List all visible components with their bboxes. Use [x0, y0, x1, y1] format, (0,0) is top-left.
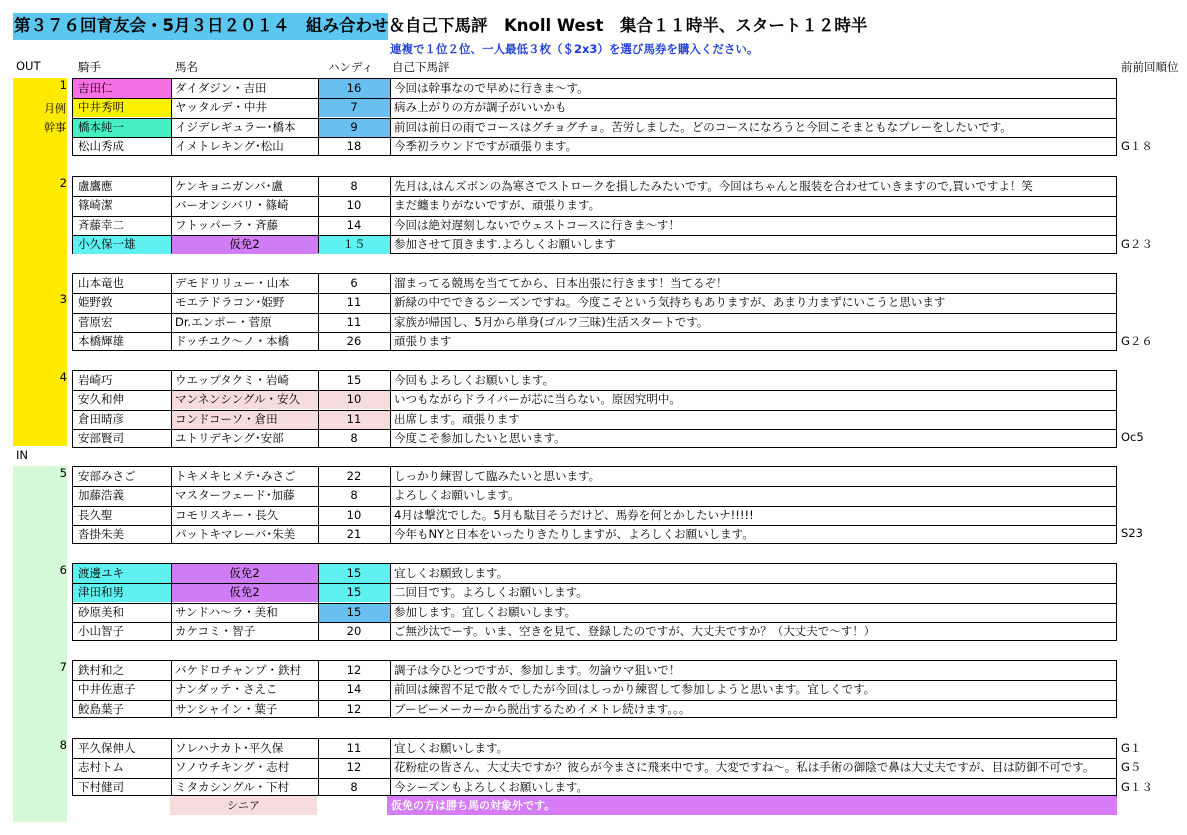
column-divider — [390, 177, 391, 253]
row-divider — [73, 196, 1116, 197]
column-divider — [318, 564, 319, 640]
comment-cell: 先月は,はんズボンの為寒さでストロークを損したみたいです。今回はちゃんと服装を合わせていきますので,買いですよ！笑 — [394, 179, 1033, 193]
row-divider — [73, 293, 1116, 294]
table-row — [73, 274, 1116, 293]
group-number: 8 — [59, 738, 67, 752]
comment-cell: いつもながらドライバーが芯に当らない。原因究明中。 — [394, 392, 681, 406]
horse-cell: ダイダジン・吉田 — [175, 81, 267, 95]
senior-label: シニア — [170, 796, 317, 815]
horse-cell: コンドコーソ・倉田 — [171, 410, 318, 429]
handicap-cell: 6 — [350, 276, 358, 290]
group-number: 5 — [59, 466, 67, 480]
comment-cell: 新緑の中でできるシーズンですね。今度こそという気持ちもありますが、あまり力まずにいこうと思います — [394, 295, 946, 309]
prev-rank: G１３ — [1121, 780, 1153, 794]
comment-cell: まだ纏まりがないですが、頑張ります。 — [394, 198, 601, 212]
jockey-cell: 倉田晴彦 — [78, 412, 124, 426]
horse-cell: Dr.エンポー・菅原 — [175, 315, 272, 329]
column-divider — [390, 739, 391, 795]
handicap-cell: 16 — [318, 79, 390, 98]
handicap-cell: 18 — [346, 139, 362, 153]
prev-rank: G２６ — [1121, 334, 1153, 348]
jockey-cell: 岩崎巧 — [78, 373, 113, 387]
column-divider — [318, 661, 319, 717]
table-row — [73, 486, 1116, 505]
col-jockey-header: 騎手 — [78, 60, 101, 74]
col-horse-header: 馬名 — [175, 60, 198, 74]
row-divider — [73, 506, 1116, 507]
comment-cell: 今シーズンもよろしくお願いします。 — [394, 780, 589, 794]
horse-cell: モエテドラコン･姫野 — [175, 295, 285, 309]
table-row — [73, 79, 1116, 98]
horse-cell: サンドハ～ラ・美和 — [175, 605, 278, 619]
handicap-cell: 15 — [318, 583, 390, 602]
group-block — [72, 563, 1117, 641]
handicap-cell: 9 — [318, 118, 390, 137]
horse-cell: ケンキョニガンバ･盧 — [175, 179, 283, 193]
handicap-cell: 12 — [346, 760, 362, 774]
handicap-cell: １５ — [318, 235, 390, 254]
table-row — [73, 467, 1116, 486]
comment-cell: 調子は今ひとつですが、参加します。勿論ウマ狙いで！ — [394, 663, 681, 677]
handicap-cell: 21 — [346, 527, 362, 541]
jockey-cell: 盧鷹應 — [78, 179, 113, 193]
page-title: 第３７６回育友会・5月３日２０１４ 組み合わせ＆自己下馬評 Knoll West 集合１１時半、スタート１２時半 — [14, 16, 868, 35]
comment-cell: 溜まってる競馬を当ててから、日本出張に行きます！当てるぞ！ — [394, 276, 728, 290]
prev-rank: S23 — [1121, 526, 1143, 540]
jockey-cell: 沓掛朱美 — [78, 527, 124, 541]
column-divider — [390, 467, 391, 543]
group-block — [72, 176, 1117, 254]
row-divider — [73, 410, 1116, 411]
table-row — [73, 390, 1116, 409]
handicap-cell: 26 — [346, 334, 362, 348]
horse-cell: サンシャイン・葉子 — [175, 702, 278, 716]
horse-cell: カケコミ・智子 — [175, 624, 256, 638]
handicap-cell: 8 — [350, 488, 358, 502]
column-divider — [390, 274, 391, 350]
comment-cell: 花粉症の皆さん、大丈夫ですか？彼らが今まさに飛来中です。大変ですね～。私は手術の御陰で鼻は大丈夫ですが、目は防御不可です。 — [394, 760, 1095, 774]
table-row — [73, 525, 1116, 544]
column-divider — [318, 371, 319, 447]
comment-cell: ご無沙汰でーす。いま、空きを見て、登録したのですが、大丈夫ですか？（大丈夫で～す！） — [394, 624, 876, 638]
table-row — [73, 332, 1116, 351]
table-row — [73, 680, 1116, 699]
handicap-cell: 7 — [318, 98, 390, 117]
jockey-cell: 篠崎潔 — [78, 198, 113, 212]
table-row — [73, 313, 1116, 332]
column-divider — [390, 564, 391, 640]
comment-cell: しっかり練習して臨みたいと思います。 — [394, 469, 601, 483]
comment-cell: 頑張ります — [394, 334, 452, 348]
group-block — [72, 738, 1117, 796]
jockey-cell: 安部みさご — [78, 469, 136, 483]
prev-rank: G２３ — [1121, 237, 1153, 251]
col-comment-header: 自己下馬評 — [392, 60, 450, 74]
comment-cell: 宜しくお願致します。 — [394, 566, 509, 580]
group-number: 1 — [59, 78, 67, 92]
row-divider — [73, 235, 1116, 236]
row-divider — [73, 429, 1116, 430]
handicap-cell: 14 — [346, 682, 362, 696]
jockey-cell: 志村トム — [78, 760, 124, 774]
horse-cell: ユトリデキング･安部 — [175, 431, 284, 445]
group-block — [72, 466, 1117, 544]
comment-cell: 今回は幹事なので早めに行きま～す。 — [394, 81, 589, 95]
jockey-cell: 松山秀成 — [78, 139, 124, 153]
comment-cell: よろしくお願いします。 — [394, 488, 520, 502]
table-row — [73, 235, 1116, 254]
horse-cell: ナンダッテ・さえこ — [175, 682, 278, 696]
handicap-cell: 11 — [346, 741, 362, 755]
column-divider — [390, 661, 391, 717]
horse-cell: フトッパーラ・斉藤 — [175, 218, 279, 232]
comment-cell: 参加します。宜しくお願いします。 — [394, 605, 577, 619]
horse-cell: コモリスキー・長久 — [175, 508, 279, 522]
table-row — [73, 661, 1116, 680]
page-subtitle: 連複で１位２位、一人最低３枚（＄2x3）を選び馬券を購入ください。 — [390, 42, 759, 56]
column-divider — [171, 467, 172, 543]
comment-cell: 出席します。頑張ります — [394, 412, 520, 426]
group-number: 4 — [59, 370, 67, 384]
jockey-cell: 吉田仁 — [73, 79, 171, 98]
jockey-cell: 中井佐恵子 — [78, 682, 136, 696]
table-row — [73, 118, 1116, 137]
row-divider — [73, 216, 1116, 217]
table-row — [73, 137, 1116, 156]
horse-cell: ソレハナカト･平久保 — [175, 741, 284, 755]
horse-cell: 仮免2 — [171, 583, 318, 602]
jockey-cell: 鉄村和之 — [78, 663, 124, 677]
handicap-cell: 8 — [350, 179, 358, 193]
row-divider — [73, 390, 1116, 391]
jockey-cell: 姫野敦 — [78, 295, 113, 309]
column-divider — [318, 739, 319, 795]
in-section-bar — [13, 466, 67, 822]
table-row — [73, 622, 1116, 641]
jockey-cell: 平久保伸人 — [78, 741, 136, 755]
row-divider — [73, 758, 1116, 759]
jockey-cell: 砂原美和 — [78, 605, 124, 619]
col-prev-header: 前前回順位 — [1121, 60, 1179, 74]
jockey-cell: 斉藤幸二 — [78, 218, 124, 232]
comment-cell: 参加させて頂きます.よろしくお願いします — [394, 237, 617, 251]
group-number: 2 — [59, 176, 67, 190]
handicap-cell: 15 — [318, 564, 390, 583]
table-row — [73, 216, 1116, 235]
handicap-cell: 20 — [346, 624, 362, 638]
comment-cell: 宜しくお願いします。 — [394, 741, 509, 755]
handicap-cell: 10 — [346, 508, 362, 522]
handicap-cell: 11 — [346, 295, 362, 309]
horse-cell: ソノウチキング・志村 — [175, 760, 290, 774]
comment-cell: 家族が帰国し、5月から単身(ゴルフ三昧)生活スタートです。 — [394, 315, 709, 329]
comment-cell: ブービーメーカーから脱出するためイメトレ続けます。。。 — [394, 702, 691, 716]
jockey-cell: 長久聖 — [78, 508, 113, 522]
column-divider — [318, 79, 319, 155]
horse-cell: 仮免2 — [171, 564, 318, 583]
horse-cell: ドッチユク〜ノ・本橋 — [175, 334, 290, 348]
comment-cell: 二回目です。よろしくお願いします。 — [394, 585, 588, 599]
in-section-label: IN — [16, 448, 28, 462]
row-divider — [73, 603, 1116, 604]
column-divider — [318, 467, 319, 543]
column-divider — [171, 739, 172, 795]
jockey-cell: 安久和伸 — [78, 392, 124, 406]
comment-cell: 病み上がりの方が調子がいいかも — [394, 100, 567, 114]
table-row — [73, 778, 1116, 797]
jockey-cell: 菅原宏 — [78, 315, 113, 329]
row-divider — [73, 118, 1116, 119]
horse-cell: 仮免2 — [171, 235, 318, 254]
column-divider — [318, 177, 319, 253]
group-block — [72, 78, 1117, 156]
horse-cell: イジデレギュラー･橋本 — [175, 120, 296, 134]
handicap-cell: 8 — [350, 780, 358, 794]
horse-cell: バーオンシバリ・篠崎 — [175, 198, 289, 212]
row-divider — [73, 313, 1116, 314]
handicap-cell: 15 — [346, 373, 362, 387]
horse-cell: パットキマレーバ･朱美 — [175, 527, 296, 541]
horse-cell: トキメキヒメテ･みさご — [175, 469, 296, 483]
table-row — [73, 583, 1116, 602]
horse-cell: バケドロチャンプ・鉄村 — [175, 663, 302, 677]
horse-cell: マスターフェード･加藤 — [175, 488, 295, 502]
prev-rank: G５ — [1121, 760, 1142, 774]
side-label-getsurei: 月例 — [44, 102, 66, 115]
side-label-kanji: 幹事 — [44, 121, 66, 134]
horse-cell: デモドリリュー・山本 — [175, 276, 290, 290]
footer-note: 仮免の方は勝ち馬の対象外です。 — [387, 796, 1117, 815]
handicap-cell: 11 — [346, 315, 362, 329]
table-row — [73, 758, 1116, 777]
handicap-cell: 22 — [346, 469, 362, 483]
column-divider — [171, 371, 172, 447]
prev-rank: G１ — [1121, 741, 1142, 755]
row-divider — [73, 486, 1116, 487]
comment-cell: 今季初ラウンドですが頑張ります。 — [394, 139, 578, 153]
group-block — [72, 660, 1117, 718]
row-divider — [73, 137, 1116, 138]
group-number: 6 — [59, 563, 67, 577]
prev-rank: Oc5 — [1121, 430, 1144, 444]
horse-cell: マンネンシングル・安久 — [171, 390, 318, 409]
row-divider — [73, 583, 1116, 584]
jockey-cell: 加藤浩義 — [78, 488, 124, 502]
comment-cell: 前回は練習不足で散々でしたが今回はしっかり練習して参加しようと思います。宜しくです。 — [394, 682, 876, 696]
table-row — [73, 700, 1116, 719]
column-divider — [171, 177, 172, 253]
table-row — [73, 429, 1116, 448]
horse-cell: ミタカシングル・下村 — [175, 780, 290, 794]
jockey-cell: 津田和男 — [73, 583, 171, 602]
jockey-cell: 小久保一雄 — [73, 235, 171, 254]
handicap-cell: 10 — [346, 198, 362, 212]
column-divider — [171, 661, 172, 717]
comment-cell: 前回は前日の雨でコースはグチョグチョ。苦労しました。どのコースになろうと今回こそまともなプレーをしたいです。 — [394, 120, 1012, 134]
comment-cell: 今度こそ参加したいと思います。 — [394, 431, 566, 445]
table-row — [73, 564, 1116, 583]
jockey-cell: 安部賢司 — [78, 431, 124, 445]
group-number: 3 — [59, 292, 67, 306]
handicap-cell: 11 — [318, 410, 390, 429]
jockey-cell: 鮫島葉子 — [78, 702, 124, 716]
handicap-cell: 15 — [318, 603, 390, 622]
row-divider — [73, 680, 1116, 681]
horse-cell: ウエップタクミ・岩崎 — [175, 373, 289, 387]
horse-cell: イメトレキング･松山 — [175, 139, 284, 153]
column-divider — [171, 274, 172, 350]
table-row — [73, 371, 1116, 390]
row-divider — [73, 622, 1116, 623]
jockey-cell: 小山智子 — [78, 624, 124, 638]
jockey-cell: 渡邊ユキ — [73, 564, 171, 583]
jockey-cell: 山本竜也 — [78, 276, 124, 290]
table-row — [73, 506, 1116, 525]
column-divider — [171, 79, 172, 155]
group-block — [72, 370, 1117, 448]
handicap-cell: 12 — [346, 663, 362, 677]
row-divider — [73, 332, 1116, 333]
handicap-cell: 12 — [346, 702, 362, 716]
row-divider — [73, 525, 1116, 526]
comment-cell: 4月は撃沈でした。5月も駄目そうだけど、馬券を何とかしたいナ!!!!! — [394, 508, 754, 522]
table-row — [73, 603, 1116, 622]
table-row — [73, 98, 1116, 117]
handicap-cell: 14 — [346, 218, 362, 232]
jockey-cell: 下村健司 — [78, 780, 124, 794]
jockey-cell: 橋本純一 — [73, 118, 171, 137]
table-row — [73, 177, 1116, 196]
horse-cell: ヤッタルデ・中井 — [175, 100, 267, 114]
jockey-cell: 中井秀明 — [73, 98, 171, 117]
table-row — [73, 739, 1116, 758]
comment-cell: 今回は絶対遅刻しないでウェストコースに行きま～す！ — [394, 218, 681, 232]
column-divider — [390, 371, 391, 447]
table-row — [73, 196, 1116, 215]
row-divider — [73, 700, 1116, 701]
table-row — [73, 410, 1116, 429]
column-divider — [318, 274, 319, 350]
row-divider — [73, 778, 1116, 779]
prev-rank: G１８ — [1121, 139, 1153, 153]
column-divider — [390, 79, 391, 155]
comment-cell: 今年もNYと日本をいったりきたりしますが、よろしくお願いします。 — [394, 527, 754, 541]
group-number: 7 — [59, 660, 67, 674]
handicap-cell: 8 — [350, 431, 358, 445]
table-row — [73, 293, 1116, 312]
column-divider — [171, 564, 172, 640]
jockey-cell: 本橋輝雄 — [78, 334, 124, 348]
col-out-label: OUT — [16, 59, 41, 73]
comment-cell: 今回もよろしくお願いします。 — [394, 373, 555, 387]
group-block — [72, 273, 1117, 351]
col-handy-header: ハンディ — [328, 60, 374, 74]
handicap-cell: 10 — [318, 390, 390, 409]
row-divider — [73, 98, 1116, 99]
